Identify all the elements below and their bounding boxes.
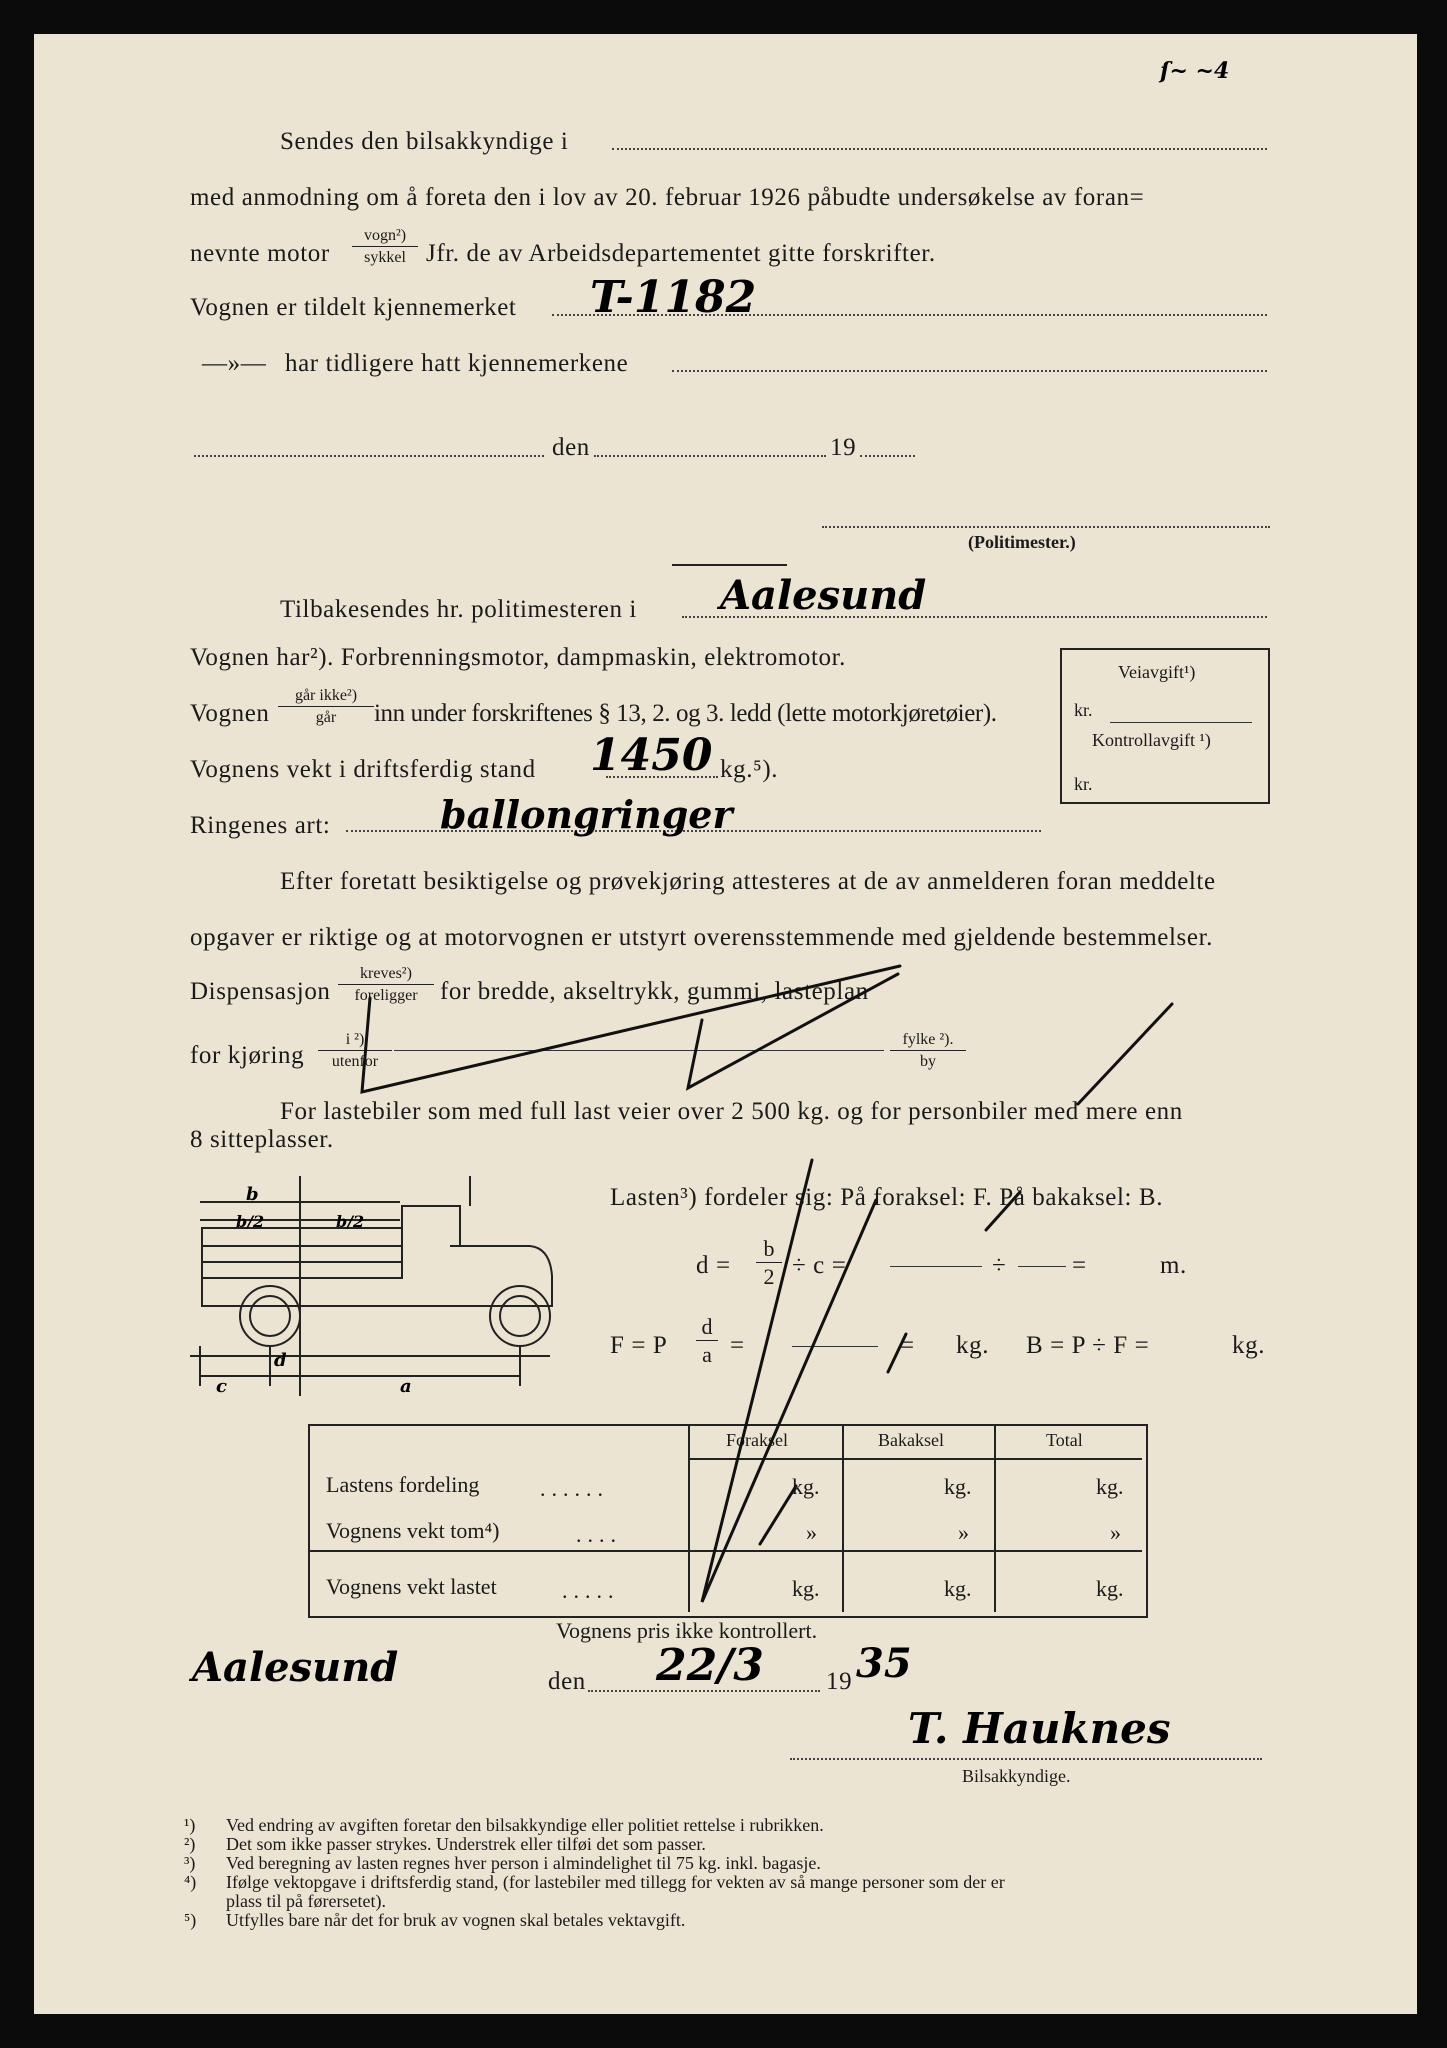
table-cell: kg. xyxy=(944,1474,972,1499)
formula1-lhs: d = xyxy=(696,1252,731,1279)
diagram-label-b2b: b/2 xyxy=(336,1212,365,1231)
footnote-text: Det som ikke passer strykes. Understrek eller tilføi det som passer. xyxy=(226,1834,706,1854)
table-cell: kg. xyxy=(1096,1576,1124,1601)
fraction-den: sykkel xyxy=(364,249,406,266)
date1-year: 19 xyxy=(830,434,857,461)
fraction-num: fylke ²). xyxy=(890,1032,966,1051)
returned-label: Tilbakesendes hr. politimesteren i xyxy=(280,596,637,623)
under-rules-pre: Vognen xyxy=(190,700,270,727)
formula3-unit: kg. xyxy=(1232,1332,1266,1359)
table-cell: » xyxy=(958,1520,969,1545)
table-cell: kg. xyxy=(792,1474,820,1499)
fraction-den: a xyxy=(702,1342,712,1367)
signature-label: Bilsakkyndige. xyxy=(962,1766,1071,1786)
fraction-num: vogn²) xyxy=(352,228,418,247)
fraction-den: foreligger xyxy=(354,987,418,1004)
sent-to-label: Sendes den bilsakkyndige i xyxy=(280,128,569,155)
rings-value: ballongringer xyxy=(440,792,733,837)
trucks-line-2: 8 sitteplasser. xyxy=(190,1126,334,1153)
footnote-mark: ¹) xyxy=(184,1815,196,1835)
price-note: Vognens pris ikke kontrollert. xyxy=(556,1618,818,1643)
table-row-label: Vognens vekt tom⁴) xyxy=(326,1518,500,1543)
attest-line-1: Efter foretatt besiktigelse og prøvekjøring attesteres at de av anmelderen foran meddelte xyxy=(280,868,1216,895)
footnote-text: Ifølge vektopgave i driftsferdig stand, (for lastebiler med tillegg for vekten av så mange personer som der er xyxy=(226,1872,1005,1892)
table-cell: kg. xyxy=(792,1576,820,1601)
motor-line-pre: nevnte motor xyxy=(190,240,330,267)
road-tax-kr: kr. xyxy=(1074,700,1093,720)
formula2-eq2: = xyxy=(900,1332,915,1359)
header-total: Total xyxy=(1046,1430,1083,1450)
motor-line-post: Jfr. de av Arbeidsdepartementet gitte forskrifter. xyxy=(426,240,936,267)
formula2-unit: kg. xyxy=(956,1332,990,1359)
footnote-mark: ³) xyxy=(184,1853,196,1873)
diagram-label-d: d xyxy=(274,1350,287,1371)
diagram-label-b: b xyxy=(246,1184,259,1205)
leader-dots: ...... xyxy=(540,1476,609,1501)
corner-note: ſ~ ~4 xyxy=(1160,58,1230,84)
under-rules-post: inn under forskriftenes § 13, 2. og 3. ledd (lette motorkjøretøier). xyxy=(374,700,997,727)
signature: T. Hauknes xyxy=(908,1704,1171,1753)
fraction-num: går ikke²) xyxy=(278,688,374,707)
final-place: Aalesund xyxy=(192,1644,399,1691)
rings-label: Ringenes art: xyxy=(190,812,331,839)
control-fee-kr: kr. xyxy=(1074,774,1093,794)
formula2-lhs: F = P xyxy=(610,1332,668,1359)
table-row-label: Vognens vekt lastet xyxy=(326,1574,497,1599)
header-foraksel: Foraksel xyxy=(726,1430,788,1450)
weight-label: Vognens vekt i driftsferdig stand xyxy=(190,756,536,783)
driving-pre: for kjøring xyxy=(190,1042,305,1069)
formula1-div: ÷ xyxy=(992,1252,1007,1279)
formula1-rhs: ÷ c = xyxy=(792,1252,847,1279)
table-cell: » xyxy=(806,1520,817,1545)
dispensation-post: for bredde, akseltrykk, gummi, lasteplan xyxy=(440,978,869,1005)
final-year-print: 19 xyxy=(826,1668,853,1695)
footnote-text: Ved beregning av lasten regnes hver person i almindelighet til 75 kg. inkl. bagasje. xyxy=(226,1853,821,1873)
diagram-label-a: a xyxy=(400,1376,412,1397)
leader-dots: ..... xyxy=(562,1578,620,1603)
formula1-unit: m. xyxy=(1160,1252,1187,1279)
header-bakaksel: Bakaksel xyxy=(878,1430,944,1450)
returned-place: Aalesund xyxy=(720,572,927,619)
fraction-num: kreves²) xyxy=(338,966,434,985)
attest-line-2: opgaver er riktige og at motorvognen er utstyrt overensstemmende med gjeldende bestemmelser. xyxy=(190,924,1213,951)
request-line: med anmodning om å foreta den i lov av 20. februar 1926 påbudte undersøkelse av foran= xyxy=(190,184,1145,211)
date1-den: den xyxy=(552,434,590,461)
fraction-den: 2 xyxy=(763,1264,775,1289)
final-year-hand: 35 xyxy=(856,1640,912,1687)
formula1-eq: = xyxy=(1072,1252,1087,1279)
table-cell: kg. xyxy=(1096,1474,1124,1499)
final-day: 22/3 xyxy=(656,1640,764,1691)
fraction-num: i ²) xyxy=(318,1032,392,1051)
formula2-eq: = xyxy=(730,1332,745,1359)
previous-dash: —»— xyxy=(202,350,267,377)
table-cell: kg. xyxy=(944,1576,972,1601)
leader-dots: .... xyxy=(576,1522,622,1547)
footnote-text: plass til på førersetet). xyxy=(226,1891,386,1911)
registration-number: T-1182 xyxy=(590,272,757,323)
diagram-label-b2a: b/2 xyxy=(236,1212,265,1231)
weight-unit: kg.⁵). xyxy=(720,756,779,783)
footnote-mark: ²) xyxy=(184,1834,196,1854)
fraction-den: går xyxy=(315,709,337,726)
formula3: B = P ÷ F = xyxy=(1026,1332,1150,1359)
dispensation-pre: Dispensasjon xyxy=(190,978,331,1005)
diagram-label-c: c xyxy=(216,1376,227,1397)
load-text: Lasten³) fordeler sig: På foraksel: F. På bakaksel: B. xyxy=(610,1184,1164,1211)
footnote-mark: ⁴) xyxy=(184,1872,197,1892)
weight-value: 1450 xyxy=(590,730,713,781)
previous-label: har tidligere hatt kjennemerkene xyxy=(285,350,629,377)
vehicle-has: Vognen har²). Forbrenningsmotor, dampmaskin, elektromotor. xyxy=(190,644,847,671)
police-label: (Politimester.) xyxy=(968,532,1076,552)
footnote-text: Utfylles bare når det for bruk av vognen skal betales vektavgift. xyxy=(226,1910,686,1930)
fraction-num: d xyxy=(696,1316,718,1341)
fraction-den: utenfor xyxy=(331,1053,379,1070)
fraction-num: b xyxy=(756,1238,782,1263)
final-den: den xyxy=(548,1668,586,1695)
footnote-mark: ⁵) xyxy=(184,1910,197,1930)
road-tax-label: Veiavgift¹) xyxy=(1118,662,1196,682)
fraction-den: by xyxy=(920,1053,936,1070)
footnote-text: Ved endring av avgiften foretar den bilsakkyndige eller politiet rettelse i rubrikken. xyxy=(226,1815,824,1835)
assigned-label: Vognen er tildelt kjennemerket xyxy=(190,294,517,321)
control-fee-label: Kontrollavgift ¹) xyxy=(1092,730,1211,750)
table-row-label: Lastens fordeling xyxy=(326,1472,480,1497)
table-cell: » xyxy=(1110,1520,1121,1545)
trucks-line-1: For lastebiler som med full last veier over 2 500 kg. og for personbiler med mere enn xyxy=(280,1098,1183,1125)
